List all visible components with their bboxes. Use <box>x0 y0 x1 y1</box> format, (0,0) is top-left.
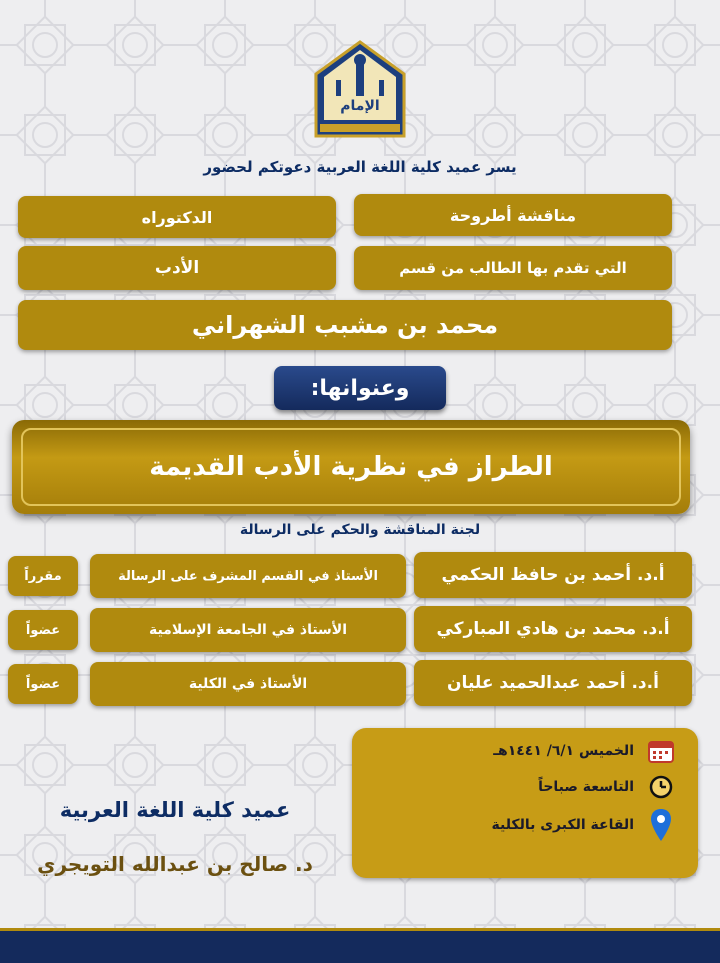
event-date: الخميس ٦/١/ ١٤٤١هـ <box>493 743 634 759</box>
discussion-box: مناقشة أطروحة <box>354 194 672 236</box>
committee-member-2-role: عضواً <box>8 610 78 650</box>
logo-text: الإمام <box>340 98 380 114</box>
thesis-title: الطراز في نظرية الأدب القديمة <box>21 428 681 506</box>
event-place-row <box>492 812 676 838</box>
committee-member-1-position: الأستاذ في القسم المشرف على الرسالة <box>90 554 406 598</box>
committee-member-3-position: الأستاذ في الكلية <box>90 662 406 706</box>
calendar-icon <box>646 738 676 764</box>
title-label: وعنوانها: <box>274 366 446 410</box>
event-time: التاسعة صباحاً <box>538 779 634 795</box>
clock-icon <box>646 774 676 800</box>
committee-member-2-name: أ.د. محمد بن هادي المباركي <box>414 606 692 652</box>
footer-bar <box>0 928 720 963</box>
event-info-box <box>352 728 698 878</box>
committee-member-3-role: عضواً <box>8 664 78 704</box>
dean-title: عميد كلية اللغة العربية <box>59 798 291 822</box>
event-date-row <box>493 738 676 764</box>
student-name-box: محمد بن مشبب الشهراني <box>18 300 672 350</box>
committee-member-2-position: الأستاذ في الجامعة الإسلامية <box>90 608 406 652</box>
committee-heading: لجنة المناقشة والحكم على الرسالة <box>239 522 481 538</box>
invitation-line: يسر عميد كلية اللغة العربية دعوتكم لحضور <box>203 158 517 176</box>
committee-member-1-name: أ.د. أحمد بن حافظ الحكمي <box>414 552 692 598</box>
dept-intro-box: التي تقدم بها الطالب من قسم <box>354 246 672 290</box>
dean-name: د. صالح بن عبدالله التويجري <box>37 852 313 876</box>
university-logo <box>312 40 408 138</box>
location-pin-icon <box>646 812 676 838</box>
event-place: القاعة الكبرى بالكلية <box>491 817 634 833</box>
degree-box: الدكتوراه <box>18 196 336 238</box>
committee-member-1-role: مقرراً <box>8 556 78 596</box>
dept-box: الأدب <box>18 246 336 290</box>
event-time-row <box>538 774 676 800</box>
university-logo-icon <box>312 40 408 138</box>
committee-member-3-name: أ.د. أحمد عبدالحميد عليان <box>414 660 692 706</box>
thesis-title-box <box>12 420 690 514</box>
